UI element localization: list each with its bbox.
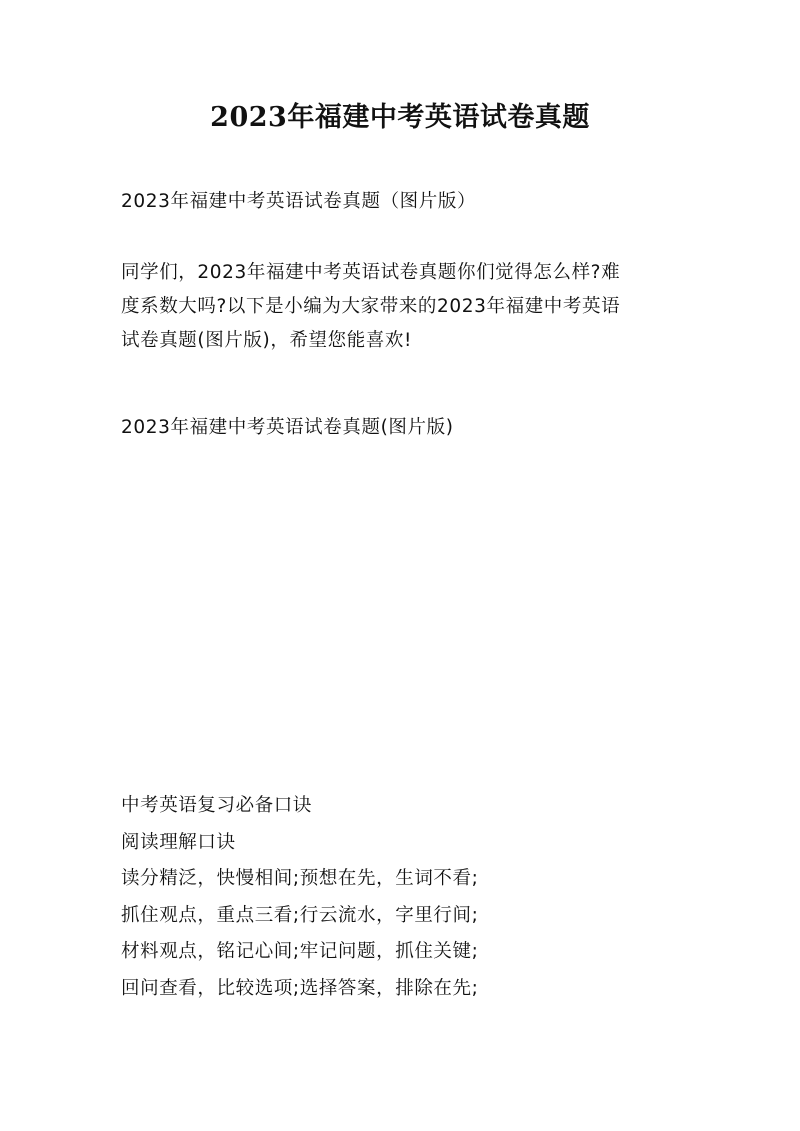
tips-line: 材料观点，铭记心间;牢记问题，抓住关键;	[121, 941, 479, 962]
intro-line: 度系数大吗?以下是小编为大家带来的2023年福建中考英语	[121, 296, 621, 317]
tips-subheading: 阅读理解口诀	[121, 831, 236, 853]
tips-line: 抓住观点，重点三看;行云流水，字里行间;	[121, 904, 479, 926]
tips-line: 回问查看，比较选项;选择答案，排除在先;	[121, 977, 479, 999]
intro-line: 试卷真题(图片版)，希望您能喜欢!	[121, 330, 413, 351]
intro-paragraph	[121, 256, 689, 358]
tips-section	[121, 788, 478, 1007]
tips-heading: 中考英语复习必备口诀	[121, 795, 313, 816]
document-title: 2023年福建中考英语试卷真题	[210, 102, 590, 133]
tips-line: 读分精泛，快慢相间;预想在先，生词不看;	[121, 868, 479, 889]
image-caption: 2023年福建中考英语试卷真题(图片版)	[121, 417, 454, 438]
intro-line: 同学们，2023年福建中考英语试卷真题你们觉得怎么样?难	[121, 262, 621, 283]
document-subtitle: 2023年福建中考英语试卷真题（图片版）	[121, 191, 477, 212]
